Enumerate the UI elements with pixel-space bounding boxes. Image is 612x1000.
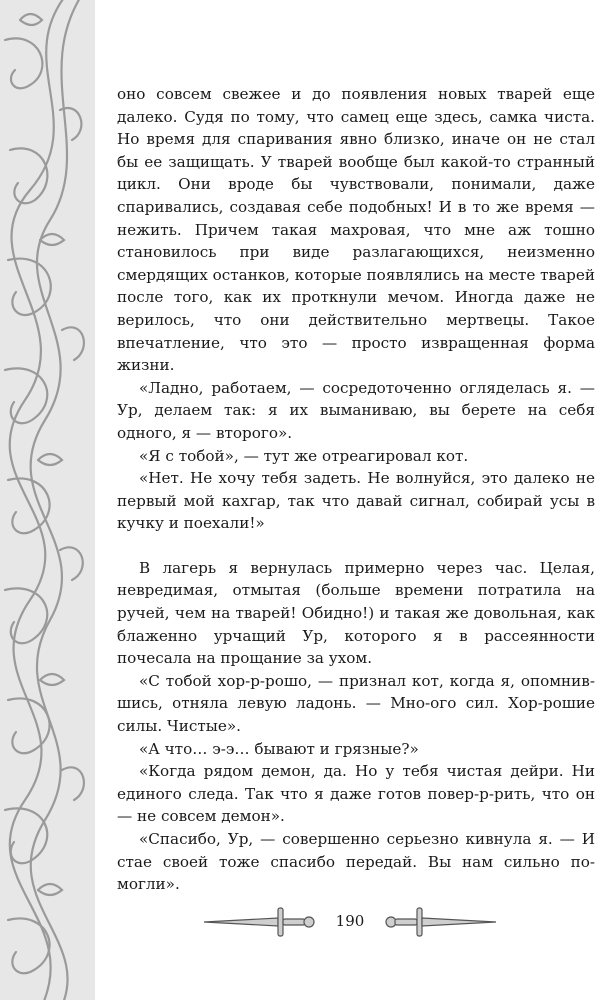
- paragraph: «А что… э-э… бывают и грязные?»: [139, 739, 419, 758]
- sword-icon: [380, 898, 500, 946]
- page-number: 190: [335, 912, 365, 930]
- paragraph: «Нет. Не хочу тебя задеть. Не волнуйся, это далеко не первый мой кахгар, так что давай сигнал, собирай усы в кучку и поехали!»: [117, 469, 595, 533]
- paragraph: «Ладно, работаем, — сосредоточенно огляделась я. — Ур, делаем так: я их выманиваю, вы берете на себя одного, я — второго».: [117, 378, 595, 442]
- paragraph: В лагерь я вернулась примерно через час. Целая, невредимая, отмытая (больше времени потратила на ручей, чем на тварей! Обидно!) и такая же довольная, как блаженно урчащий Ур, которого я в рассеянности почесала на прощание за ухом.: [117, 558, 595, 668]
- page-footer: [200, 898, 500, 946]
- paragraph: «Спасибо, Ур, — совершенно серьезно кивнула я. — И стае своей тоже спасибо передай. Вы нам сильно помогли».: [117, 830, 595, 894]
- paragraph: оно совсем свежее и до появления новых тварей еще далеко. Судя по тому, что самец еще здесь, самка чиста. Но время для спаривания явно близко, иначе он не стал бы ее защищать. У тварей вообще был какой-то странный цикл. Они вроде бы чувствовали, понимали, даже спаривались, создавая себе подобных! И в то же время — нежить. Причем такая махровая, что мне аж тошно становилось при виде разлагающихся, неизменно смердящих останков, которые появлялись на месте тварей после того, как их проткнули мечом. Иногда даже не верилось, что они действительно мертвецы. Такое впечатление, что это — просто извращенная форма жизни.: [117, 85, 595, 375]
- page-body-text: [117, 83, 595, 896]
- swirl-ornament-icon: [0, 0, 95, 1000]
- paragraph: «Я с тобой», — тут же отреагировал кот.: [139, 446, 469, 465]
- decorative-border: [0, 0, 95, 1000]
- paragraph: «Когда рядом демон, да. Но у тебя чистая дейри. Ни единого следа. Так что я даже готов повер-р-рить, что он — не совсем демон».: [117, 762, 595, 826]
- paragraph: «С тобой хор-р-рошо, — признал кот, когда я, опомнившись, отняла левую ладонь. — Мно-ого сил. Хор-рошие силы. Чистые».: [117, 671, 595, 736]
